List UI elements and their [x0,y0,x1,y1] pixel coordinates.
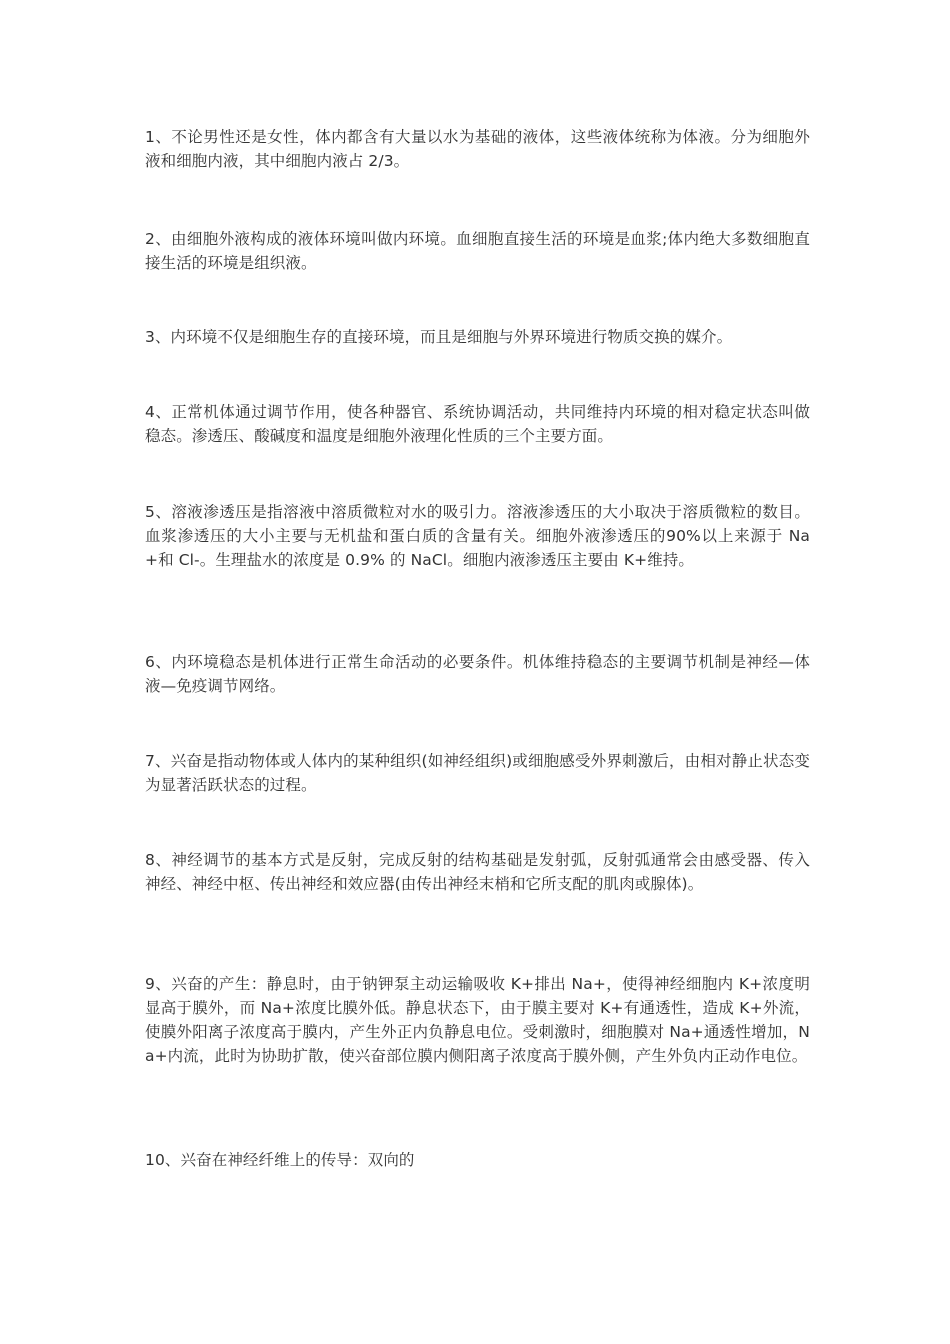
paragraph-4: 4、正常机体通过调节作用，使各种器官、系统协调活动，共同维持内环境的相对稳定状态叫做稳态。渗透压、酸碱度和温度是细胞外液理化性质的三个主要方面。 [145,403,810,445]
paragraph-2: 2、由细胞外液构成的液体环境叫做内环境。血细胞直接生活的环境是血浆;体内绝大多数细胞直接生活的环境是组织液。 [145,230,810,272]
paragraph-6: 6、内环境稳态是机体进行正常生命活动的必要条件。机体维持稳态的主要调节机制是神经—体液—免疫调节网络。 [145,653,810,695]
paragraph-7: 7、兴奋是指动物体或人体内的某种组织(如神经组织)或细胞感受外界刺激后，由相对静止状态变为显著活跃状态的过程。 [145,752,810,794]
paragraph-5: 5、溶液渗透压是指溶液中溶质微粒对水的吸引力。溶液渗透压的大小取决于溶质微粒的数目。血浆渗透压的大小主要与无机盐和蛋白质的含量有关。细胞外液渗透压的90%以上来源于 Na+和 Cl-。生理盐水的浓度是 0.9% 的 NaCl。细胞内液渗透压主要由 K+维持。 [145,503,810,569]
paragraph-10: 10、兴奋在神经纤维上的传导：双向的 [145,1151,415,1169]
paragraph-8: 8、神经调节的基本方式是反射，完成反射的结构基础是发射弧，反射弧通常会由感受器、传入神经、神经中枢、传出神经和效应器(由传出神经末梢和它所支配的肌肉或腺体)。 [145,851,810,893]
paragraph-3: 3、内环境不仅是细胞生存的直接环境，而且是细胞与外界环境进行物质交换的媒介。 [145,328,733,346]
paragraph-9: 9、兴奋的产生：静息时，由于钠钾泵主动运输吸收 K+排出 Na+，使得神经细胞内 K+浓度明显高于膜外，而 Na+浓度比膜外低。静息状态下，由于膜主要对 K+有通透性，造成 K+外流，使膜外阳离子浓度高于膜内，产生外正内负静息电位。受刺激时，细胞膜对 Na+通透性增加，Na+内流，此时为协助扩散，使兴奋部位膜内侧阳离子浓度高于膜外侧，产生外负内正动作电位。 [145,975,810,1065]
paragraph-1: 1、不论男性还是女性，体内都含有大量以水为基础的液体，这些液体统称为体液。分为细胞外液和细胞内液，其中细胞内液占 2/3。 [145,128,810,170]
